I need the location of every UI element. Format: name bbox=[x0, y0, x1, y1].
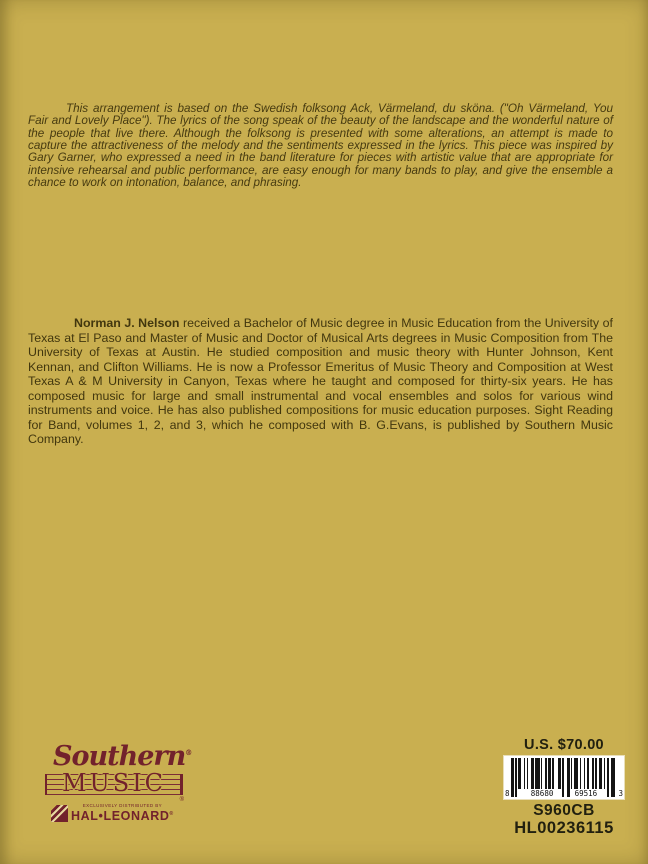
composer-name: Norman J. Nelson bbox=[74, 316, 180, 330]
catalog-number: S960CB bbox=[533, 802, 595, 819]
southern-music-logo bbox=[45, 739, 193, 824]
hal-leonard-text bbox=[71, 803, 174, 823]
upc-barcode bbox=[504, 756, 624, 799]
barcode-bars bbox=[511, 758, 617, 789]
composer-biography-paragraph bbox=[28, 316, 613, 447]
pricing-block bbox=[497, 737, 631, 838]
barcode-gap bbox=[615, 758, 616, 789]
music-staff bbox=[45, 768, 184, 803]
staff-barline-right bbox=[180, 774, 184, 795]
hal-leonard-catalog-number: HL00236115 bbox=[514, 819, 614, 837]
southern-script-wordmark bbox=[53, 739, 193, 772]
music-wordmark: MUSIC bbox=[61, 768, 167, 797]
registered-trademark-icon: ® bbox=[179, 797, 184, 803]
hal-leonard-wordmark bbox=[71, 808, 174, 823]
price-label: U.S. $70.00 bbox=[524, 737, 604, 753]
barcode-digit-group: 3 bbox=[618, 789, 623, 798]
barcode-digit-group: 69516 bbox=[574, 789, 598, 798]
barcode-digit-group: 88680 bbox=[530, 789, 554, 798]
hal-leonard-block bbox=[51, 803, 183, 823]
southern-script-text: Southern bbox=[53, 741, 186, 772]
staff-barline-left bbox=[45, 774, 47, 795]
barcode-digit-group: 8 bbox=[505, 789, 510, 798]
hal-leonard-name: HAL•LEONARD bbox=[71, 809, 170, 824]
distributor-line: EXCLUSIVELY DISTRIBUTED BY bbox=[82, 803, 163, 808]
registered-trademark-icon: ® bbox=[169, 811, 174, 817]
composer-biography-text: received a Bachelor of Music degree in Music Education from the University of Texas at El Paso and Master of Music and Doctor of Musical Arts degrees in Music Composition from The University of Texas at Austin. He studied composition and music theory with Hunter Johnson, Kent Kennan, and Clifton Williams. He is now a Professor Emeritus of Music Theory and Composition at West Texas A & M University in Canyon, Texas where he taught and composed for thirty-six years. He has composed music for large and small instrumental and vocal ensembles and solos for various wind instruments and voice. He has also published compositions for music education purposes. Sight Reading for Band, volumes 1, 2, and 3, which he composed with B. G.Evans, is published by Southern Music Company. bbox=[28, 316, 613, 446]
hal-leonard-logo-icon bbox=[51, 805, 68, 822]
registered-trademark-icon: ® bbox=[185, 748, 193, 757]
arrangement-description-paragraph: This arrangement is based on the Swedish folksong Ack, Värmeland, du sköna. ("Oh Värmeland, You Fair and Lovely Place"). The lyrics of the song speak of the beauty of the landscape and the wonderful nature of the people that live there. Although the folksong is presented with some alterations, an attempt is made to capture the attractiveness of the melody and the sentiments expressed in the lyrics. This piece was inspired by Gary Garner, who expressed a need in the band literature for pieces with artistic value that are appropriate for intensive rehearsal and public performance, are easy enough for many bands to play, and give the ensemble a chance to work on intonation, balance, and phrasing. bbox=[28, 102, 613, 190]
barcode-digits bbox=[505, 790, 623, 798]
